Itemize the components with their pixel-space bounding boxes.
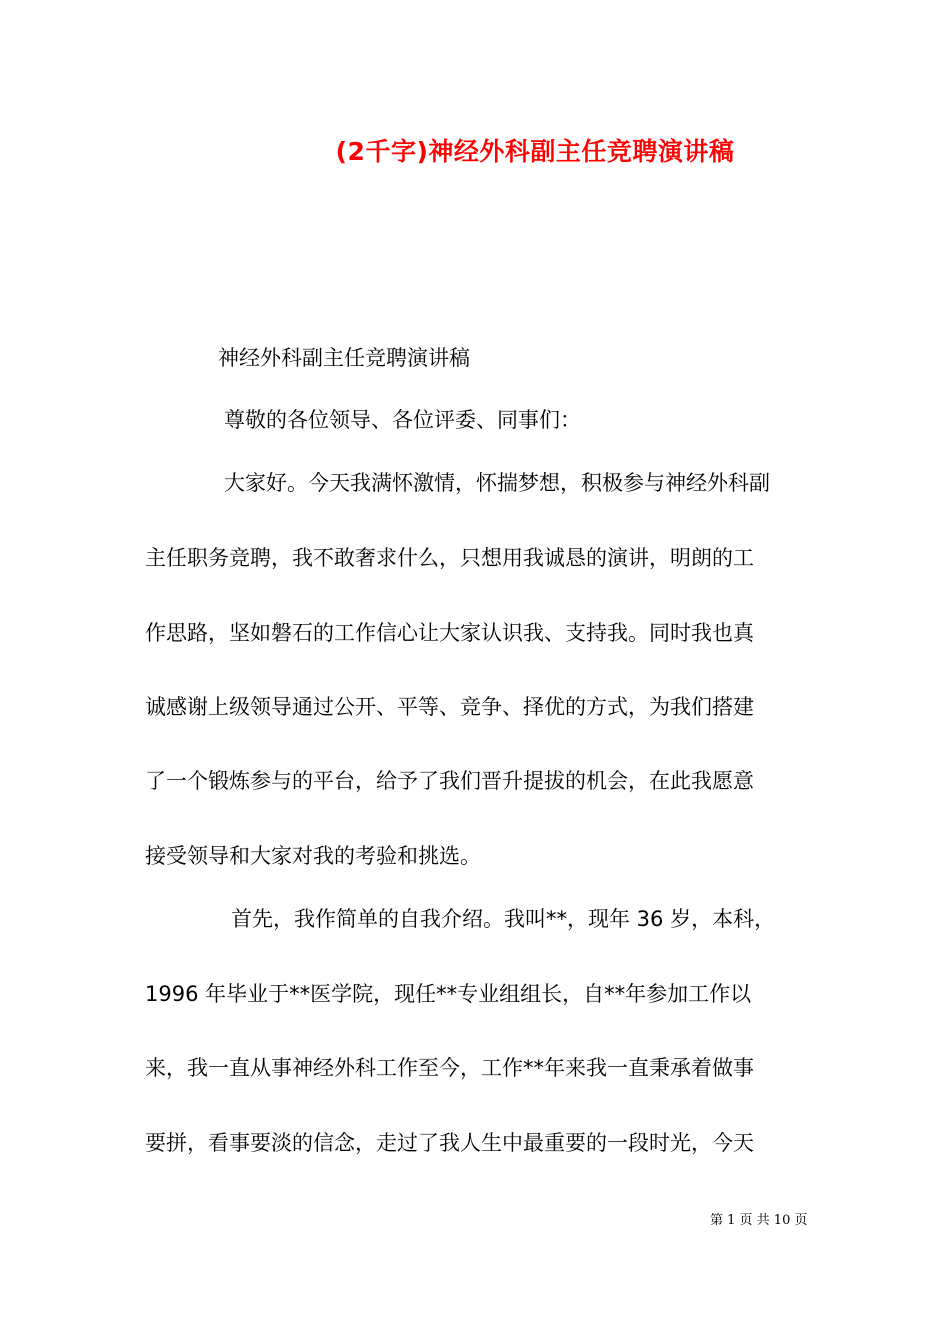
paragraph2-line: 首先，我作简单的自我介绍。我叫**，现年 36 岁，本科， <box>231 907 776 931</box>
paragraph1-line: 了一个锻炼参与的平台，给予了我们晋升提拔的机会，在此我愿意 <box>145 769 754 793</box>
paragraph1-line: 接受领导和大家对我的考验和挑选。 <box>145 844 481 868</box>
paragraph2-line: 来，我一直从事神经外科工作至今，工作**年来我一直秉承着做事 <box>145 1056 754 1080</box>
paragraph1-line: 诚感谢上级领导通过公开、平等、竞争、择优的方式，为我们搭建 <box>145 695 754 719</box>
paragraph1-line: 大家好。今天我满怀激情，怀揣梦想，积极参与神经外科副 <box>224 471 770 495</box>
document-title: (2千字)神经外科副主任竞聘演讲稿 <box>335 137 735 166</box>
paragraph2-line: 1996 年毕业于**医学院，现任**专业组组长，自**年参加工作以 <box>145 982 752 1006</box>
paragraph1-line: 主任职务竞聘，我不敢奢求什么，只想用我诚恳的演讲，明朗的工 <box>145 546 754 570</box>
document-subtitle: 神经外科副主任竞聘演讲稿 <box>218 346 470 370</box>
paragraph2-line: 要拼，看事要淡的信念，走过了我人生中最重要的一段时光，今天 <box>145 1131 754 1155</box>
paragraph1-line: 作思路，坚如磐石的工作信心让大家认识我、支持我。同时我也真 <box>145 621 754 645</box>
greeting-line: 尊敬的各位领导、各位评委、同事们： <box>224 408 581 432</box>
page-number-footer: 第 1 页 共 10 页 <box>710 1213 808 1228</box>
